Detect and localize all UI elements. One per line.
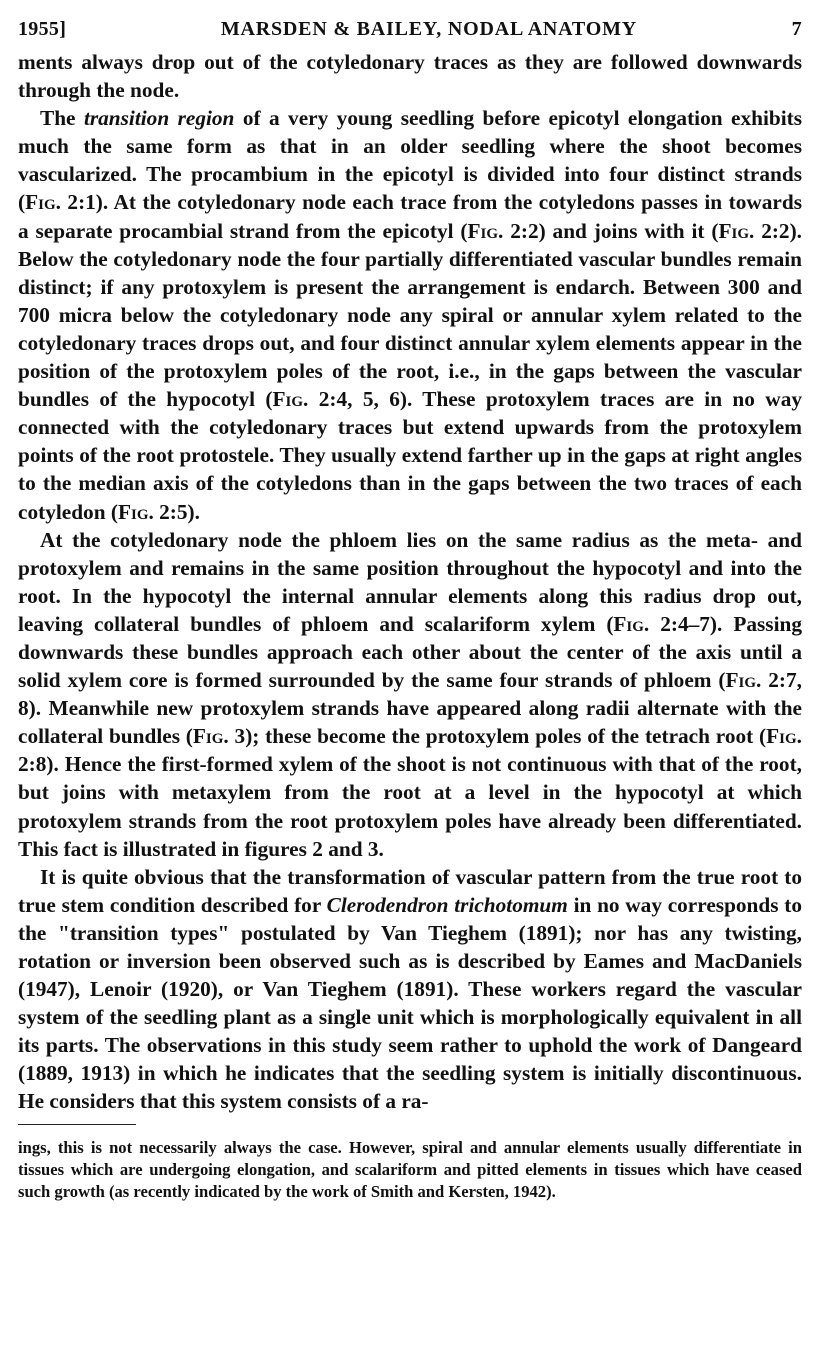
figure-reference: Fig.: [272, 387, 309, 412]
footnote-rule: [18, 1124, 136, 1125]
text-run: 2:7, 8). Meanwhile new protoxylem strands have appeared along radii alternate with the collateral bundles (: [18, 668, 802, 749]
body-text: [18, 48, 802, 1116]
running-head: [18, 14, 802, 44]
body-paragraph: [18, 526, 802, 863]
body-paragraph: [18, 863, 802, 1116]
text-run: ments always drop out of the cotyledonary traces as they are followed downwards through the node.: [18, 50, 802, 103]
text-run: The: [40, 106, 84, 131]
figure-reference: Fig.: [192, 724, 229, 749]
italic-term: transition region: [83, 106, 235, 131]
text-run: 2:2). Below the cotyledonary node the four partially differentiated vascular bundles remain distinct; if any protoxylem is present the arrangement is endarch. Between 300 and 700 micra below the cotyledonary node any spiral or annular xylem related to the cotyledonary traces drops out, and four distinct annular xylem elements appear in the position of the protoxylem poles of the root, i.e., in the gaps between the vascular bundles of the hypocotyl (: [18, 218, 802, 412]
text-run: 2:8). Hence the first-formed xylem of the shoot is not continuous with that of the root, but joins with metaxylem from the root at a level in the hypocotyl at which protoxylem strands from the root protoxylem poles have already been differentiated. This fact is illustrated in figures 2 and 3.: [18, 752, 802, 861]
figure-reference: Fig.: [25, 190, 61, 215]
body-paragraph: [18, 104, 802, 525]
text-run: 3); these become the protoxylem poles of the tetrach root (: [228, 724, 767, 749]
figure-reference: Fig.: [117, 499, 154, 524]
text-run: 2:4, 5, 6). These protoxylem traces are in no way connected with the cotyledonary traces but extend upwards from the protoxylem points of the root protostele. They usually extend farther up in the gaps at right angles to the median axis of the cotyledons than in the gaps between the two traces of each cotyledon (: [18, 387, 802, 524]
text-run: 2:5).: [153, 499, 200, 524]
page-number: 7: [791, 18, 802, 40]
text-run: At the cotyledonary node the phloem lies on the same radius as the meta- and protoxylem and remains in the same position throughout the hypocotyl and into the root. In the hypocotyl the internal annular elements along this radius drop out, leaving collateral bundles of phloem and scalariform xylem (: [18, 527, 802, 636]
text-run: of a very young seedling before epicotyl elongation exhibits much the same form as that in an older seedling where the shoot becomes vascularized. The procambium in the epicotyl is divided into four distinct strands (: [18, 106, 802, 215]
footnote-text: ings, this is not necessarily always the case. However, spiral and annular elements usually differentiate in tissues which are undergoing elongation, and scalariform and pitted elements in tissues which have ceased such growth (as recently indicated by the work of Smith and Kersten, 1942).: [18, 1137, 802, 1201]
figure-reference: Fig.: [725, 668, 762, 693]
header-title: MARSDEN & BAILEY, NODAL ANATOMY: [220, 18, 637, 40]
footnote: [18, 1137, 802, 1204]
text-run: 2:4–7). Passing downwards these bundles approach each other about the center of the axis until a solid xylem core is formed surrounded by the same four strands of phloem (: [18, 611, 802, 693]
figure-reference: Fig.: [718, 218, 755, 243]
text-run: 2:1). At the cotyledonary node each trace from the cotyledons passes in towards a separate procambial strand from the epicotyl (: [18, 190, 802, 243]
figure-reference: Fig.: [467, 218, 504, 243]
figure-reference: Fig.: [613, 611, 650, 636]
text-run: It is quite obvious that the transformation of vascular pattern from the true root to true stem condition described for: [18, 864, 802, 917]
text-run: 2:2) and joins with it (: [503, 218, 719, 243]
text-run: in no way corresponds to the "transition types" postulated by Van Tieghem (1891); nor has any twisting, rotation or inversion been observed such as is described by Eames and MacDaniels (1947), Lenoir (1920), or Van Tieghem (1891). These workers regard the vascular system of the seedling plant as a single unit which is morphologically equivalent in all its parts. The observations in this study seem rather to uphold the work of Dangeard (1889, 1913) in which he indicates that the seedling system is initially discontinuous. He considers that this system consists of a ra-: [18, 892, 802, 1114]
figure-reference: Fig.: [766, 724, 802, 749]
header-year: 1955]: [18, 18, 67, 40]
italic-term: Clerodendron trichotomum: [326, 892, 568, 917]
body-paragraph: [18, 48, 802, 104]
